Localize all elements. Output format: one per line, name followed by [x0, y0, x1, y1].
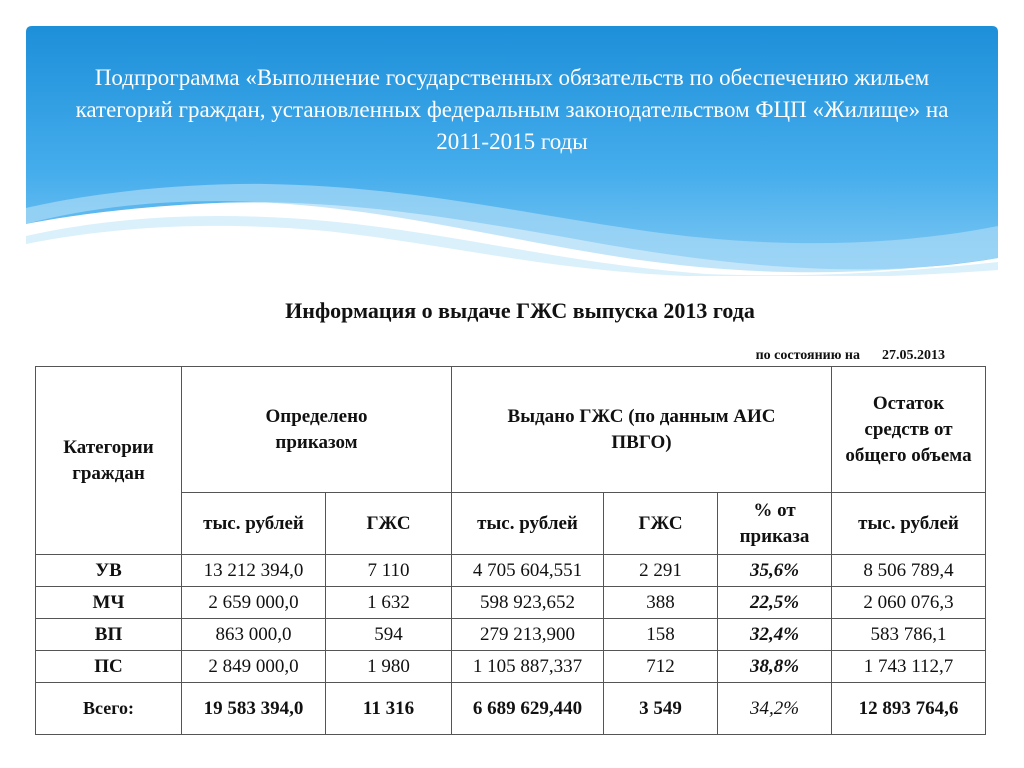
- row-det-rub: 13 212 394,0: [182, 555, 326, 587]
- subheader-iss-pct-text: % от приказа: [739, 499, 810, 547]
- title-banner: [26, 26, 998, 276]
- row-iss-gzhs: 712: [604, 651, 718, 683]
- row-det-rub: 863 000,0: [182, 619, 326, 651]
- subheader-iss-gzhs: ГЖС: [604, 493, 718, 555]
- row-det-gzhs: 7 110: [326, 555, 452, 587]
- header-issued: [452, 367, 832, 493]
- row-det-rub: 2 849 000,0: [182, 651, 326, 683]
- subheader-rem-rub: тыс. рублей: [832, 493, 986, 555]
- row-rem: 583 786,1: [832, 619, 986, 651]
- row-det-gzhs: 1 632: [326, 587, 452, 619]
- total-pct: 34,2%: [718, 683, 832, 735]
- row-category: ПС: [36, 651, 182, 683]
- row-pct: 32,4%: [718, 619, 832, 651]
- header-determined-text: Определено приказом: [265, 405, 368, 453]
- table-row: [36, 651, 986, 683]
- subheader-iss-pct: [718, 493, 832, 555]
- banner-title: Подпрограмма «Выполнение государственных обязательств по обеспечению жильем категорий граждан, установленных федеральным законодательством ФЦП «Жилище» на 2011-2015 годы: [75, 65, 949, 154]
- row-det-gzhs: 1 980: [326, 651, 452, 683]
- header-remaining-text: Остаток средств от общего объема: [845, 392, 972, 466]
- as-of-date: 27.05.2013: [882, 348, 945, 363]
- row-rem: 1 743 112,7: [832, 651, 986, 683]
- total-row: [36, 683, 986, 735]
- header-remaining: [832, 367, 986, 493]
- total-det-gzhs: 11 316: [326, 683, 452, 735]
- subheader-iss-rub: тыс. рублей: [452, 493, 604, 555]
- row-pct: 35,6%: [718, 555, 832, 587]
- header-determined: [182, 367, 452, 493]
- as-of-label: по состоянию на: [755, 348, 860, 363]
- total-det-rub: 19 583 394,0: [182, 683, 326, 735]
- row-category: УВ: [36, 555, 182, 587]
- row-category: ВП: [36, 619, 182, 651]
- row-iss-gzhs: 388: [604, 587, 718, 619]
- table-row: [36, 619, 986, 651]
- row-rem: 2 060 076,3: [832, 587, 986, 619]
- as-of-line: [640, 348, 945, 364]
- row-pct: 22,5%: [718, 587, 832, 619]
- total-label: Всего:: [36, 683, 182, 735]
- total-rem: 12 893 764,6: [832, 683, 986, 735]
- gzhs-table: [35, 366, 986, 735]
- row-iss-gzhs: 158: [604, 619, 718, 651]
- row-category: МЧ: [36, 587, 182, 619]
- row-iss-rub: 4 705 604,551: [452, 555, 604, 587]
- row-iss-rub: 279 213,900: [452, 619, 604, 651]
- table-row: [36, 587, 986, 619]
- row-iss-gzhs: 2 291: [604, 555, 718, 587]
- total-iss-rub: 6 689 629,440: [452, 683, 604, 735]
- header-issued-text: Выдано ГЖС (по данным АИС ПВГО): [507, 405, 776, 453]
- row-iss-rub: 1 105 887,337: [452, 651, 604, 683]
- row-det-gzhs: 594: [326, 619, 452, 651]
- total-iss-gzhs: 3 549: [604, 683, 718, 735]
- subheader-det-gzhs: ГЖС: [326, 493, 452, 555]
- report-heading: Информация о выдаче ГЖС выпуска 2013 года: [285, 298, 755, 323]
- row-det-rub: 2 659 000,0: [182, 587, 326, 619]
- row-iss-rub: 598 923,652: [452, 587, 604, 619]
- row-pct: 38,8%: [718, 651, 832, 683]
- row-rem: 8 506 789,4: [832, 555, 986, 587]
- subheader-det-rub: тыс. рублей: [182, 493, 326, 555]
- table-row: [36, 555, 986, 587]
- header-category: Категории граждан: [36, 367, 182, 555]
